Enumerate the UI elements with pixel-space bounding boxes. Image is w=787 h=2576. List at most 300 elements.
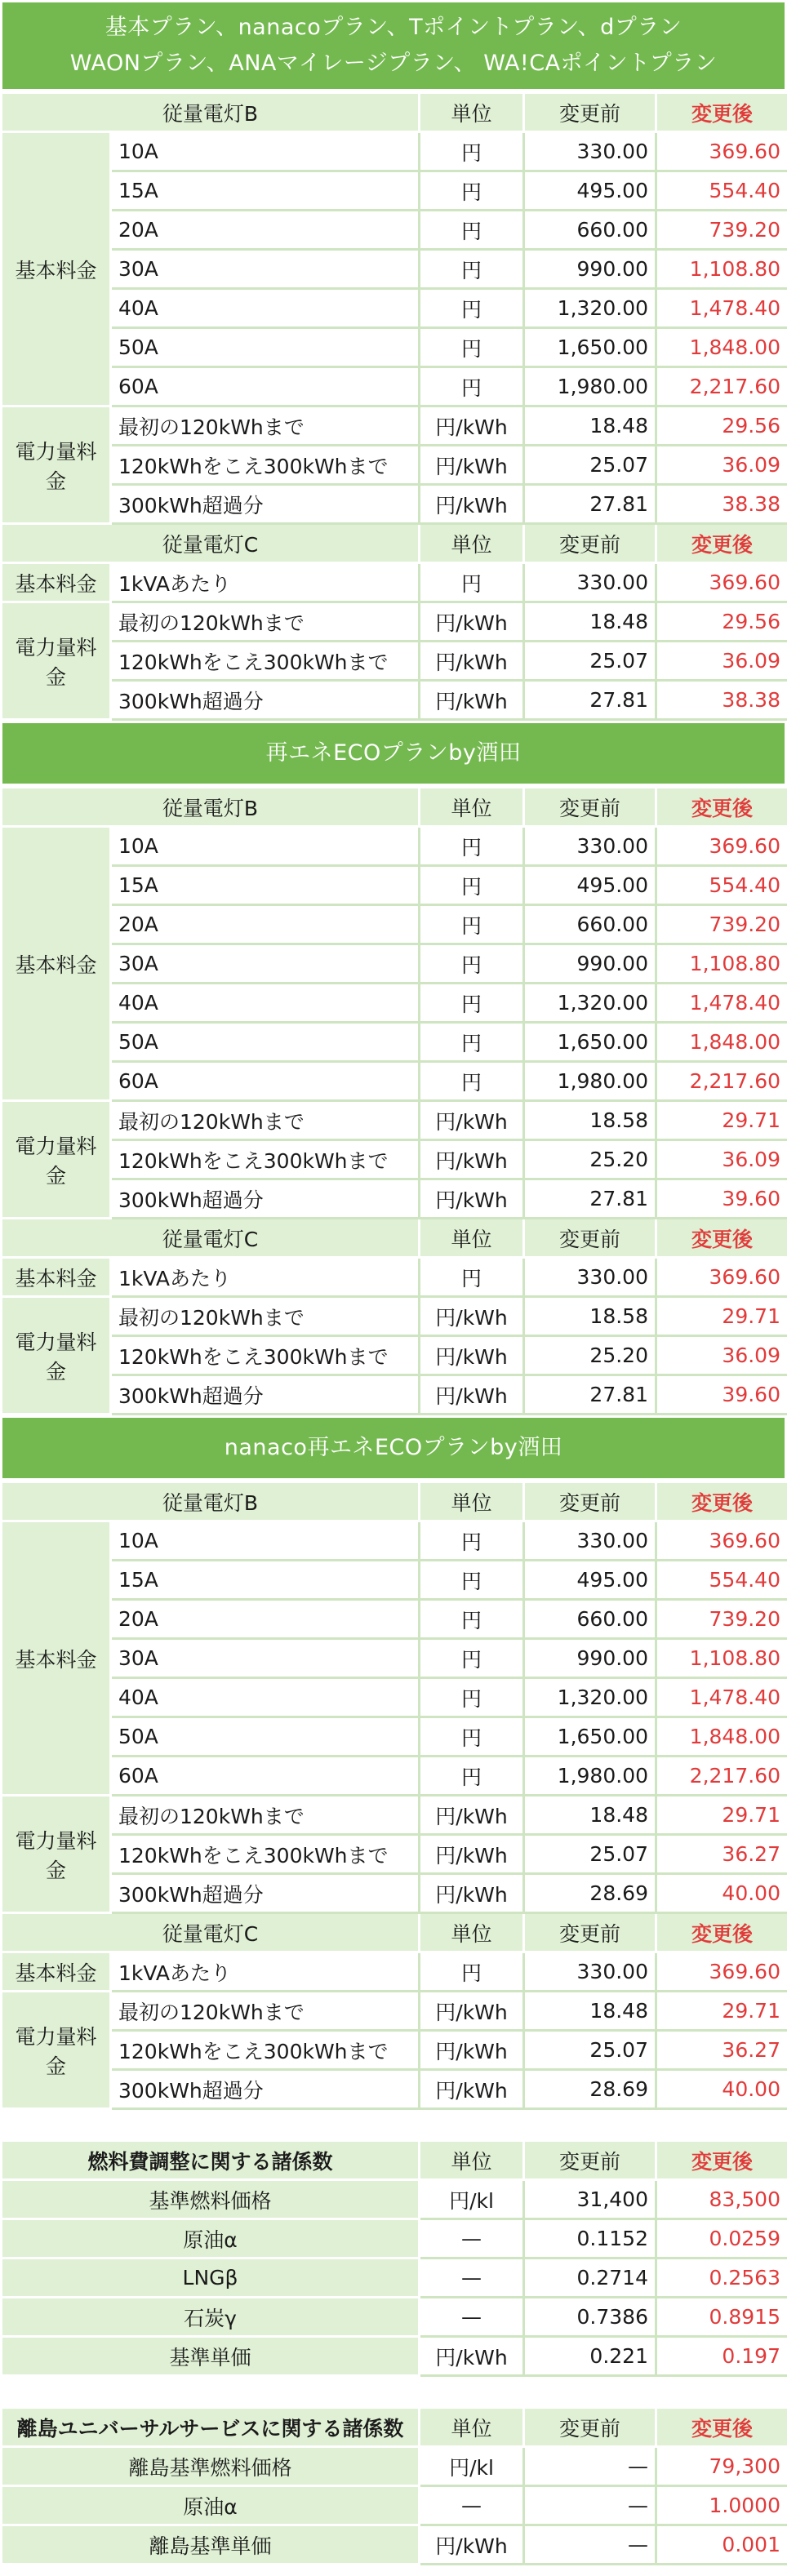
item-cell: 40A	[111, 289, 420, 328]
before-value: 28.69	[524, 1874, 656, 1913]
basic-charge-label: 基本料金	[2, 1258, 111, 1297]
before-value: 990.00	[524, 944, 656, 984]
unit-cell: 円/kWh	[420, 1796, 524, 1835]
table-row	[2, 250, 787, 289]
before-value: 330.00	[524, 132, 656, 171]
after-value: 369.60	[656, 563, 787, 602]
item-cell: 120kWhをこえ300kWhまで	[111, 642, 420, 681]
item-cell: 40A	[111, 1678, 420, 1717]
unit-cell: 円	[420, 171, 524, 211]
before-header: 変更前	[524, 1482, 656, 1521]
table-row	[2, 1023, 787, 1062]
unit-cell: —	[420, 2298, 524, 2337]
before-header: 変更前	[524, 1219, 656, 1258]
basic-charge-label: 基本料金	[2, 563, 111, 602]
table-row	[2, 1874, 787, 1913]
plan-type-header: 従量電灯B	[2, 788, 420, 827]
unit-cell: 円/kl	[420, 2447, 524, 2486]
unit-header: 単位	[420, 1219, 524, 1258]
table-row	[2, 681, 787, 720]
after-value: 1,108.80	[656, 944, 787, 984]
basic-charge-label: 基本料金	[2, 827, 111, 1101]
rate-table	[0, 1481, 787, 2110]
before-value: 660.00	[524, 211, 656, 250]
after-value: 38.38	[656, 681, 787, 720]
before-value: 25.07	[524, 642, 656, 681]
plan-title-line: 基本プラン、nanacoプラン、Tポイントプラン、dプラン	[104, 15, 683, 40]
unit-cell: 円/kl	[420, 2180, 524, 2219]
plan-type-header: 従量電灯C	[2, 1913, 420, 1952]
item-cell: 15A	[111, 171, 420, 211]
table-row	[2, 1835, 787, 1874]
before-value: 1,650.00	[524, 1717, 656, 1757]
unit-cell: 円	[420, 328, 524, 367]
item-cell: 最初の120kWhまで	[111, 1297, 420, 1336]
after-value: 29.71	[656, 1101, 787, 1140]
before-value: 27.81	[524, 681, 656, 720]
table-row	[2, 1717, 787, 1757]
before-value: 18.48	[524, 1796, 656, 1835]
plan-title-line: 再エネECOプランby酒田	[265, 740, 522, 766]
table-row	[2, 1757, 787, 1796]
energy-charge-label: 電力量料金	[2, 1101, 111, 1219]
unit-header: 単位	[420, 2141, 524, 2180]
table-row	[2, 1297, 787, 1336]
unit-cell: 円/kWh	[420, 642, 524, 681]
table-row	[2, 446, 787, 485]
unit-cell: 円	[420, 1258, 524, 1297]
unit-cell: 円	[420, 250, 524, 289]
item-cell: 50A	[111, 328, 420, 367]
after-value: 29.71	[656, 1297, 787, 1336]
before-value: 27.81	[524, 485, 656, 524]
after-value: 739.20	[656, 211, 787, 250]
before-value: 495.00	[524, 866, 656, 905]
after-value: 739.20	[656, 1600, 787, 1639]
table-header-row	[2, 524, 787, 563]
before-header: 変更前	[524, 524, 656, 563]
after-value: 29.56	[656, 602, 787, 642]
table-row	[2, 1992, 787, 2031]
item-cell: 1kVAあたり	[111, 1952, 420, 1992]
unit-cell: 円	[420, 984, 524, 1023]
after-value: 0.0259	[656, 2219, 787, 2258]
table-row	[2, 2031, 787, 2070]
plan-type-header: 従量電灯B	[2, 93, 420, 132]
item-cell: 300kWh超過分	[111, 681, 420, 720]
after-header: 変更後	[656, 1913, 787, 1952]
before-value: 18.48	[524, 406, 656, 446]
table-row	[2, 1561, 787, 1600]
before-value: 1,980.00	[524, 367, 656, 406]
after-value: 39.60	[656, 1179, 787, 1219]
coefficient-title: 離島ユニバーサルサービスに関する諸係数	[2, 2408, 420, 2447]
after-value: 554.40	[656, 866, 787, 905]
before-header: 変更前	[524, 788, 656, 827]
after-value: 36.09	[656, 446, 787, 485]
table-row	[2, 1101, 787, 1140]
unit-cell: 円/kWh	[420, 681, 524, 720]
unit-cell: 円/kWh	[420, 1179, 524, 1219]
plan-type-header: 従量電灯C	[2, 1219, 420, 1258]
unit-cell: 円/kWh	[420, 446, 524, 485]
table-row	[2, 1258, 787, 1297]
section-spacer	[0, 2377, 787, 2406]
before-value: 330.00	[524, 827, 656, 866]
after-value: 2,217.60	[656, 1757, 787, 1796]
before-value: 0.221	[524, 2337, 656, 2376]
section-spacer	[0, 2110, 787, 2139]
table-row	[2, 602, 787, 642]
table-header-row	[2, 788, 787, 827]
plan-section	[0, 1415, 787, 2110]
table-row	[2, 642, 787, 681]
before-value: 18.48	[524, 602, 656, 642]
item-cell: 15A	[111, 1561, 420, 1600]
before-value: 18.58	[524, 1101, 656, 1140]
after-value: 2,217.60	[656, 367, 787, 406]
before-value: 1,320.00	[524, 289, 656, 328]
rate-table	[0, 786, 787, 1415]
table-row	[2, 2258, 787, 2298]
after-value: 79,300	[656, 2447, 787, 2486]
table-row	[2, 944, 787, 984]
before-value: 18.58	[524, 1297, 656, 1336]
item-cell: 300kWh超過分	[111, 1375, 420, 1415]
table-header-row	[2, 2408, 787, 2447]
before-value: 330.00	[524, 1258, 656, 1297]
before-value: 1,650.00	[524, 328, 656, 367]
unit-cell: 円	[420, 905, 524, 944]
after-value: 2,217.60	[656, 1062, 787, 1101]
before-value: 330.00	[524, 563, 656, 602]
after-value: 1,848.00	[656, 1717, 787, 1757]
table-row	[2, 563, 787, 602]
after-value: 39.60	[656, 1375, 787, 1415]
item-cell: 40A	[111, 984, 420, 1023]
item-cell: 最初の120kWhまで	[111, 1101, 420, 1140]
table-row	[2, 1521, 787, 1561]
unit-cell: 円	[420, 211, 524, 250]
item-cell: 30A	[111, 250, 420, 289]
before-value: 27.81	[524, 1179, 656, 1219]
after-value: 1,478.40	[656, 1678, 787, 1717]
before-value: 1,980.00	[524, 1062, 656, 1101]
table-row	[2, 2219, 787, 2258]
after-value: 369.60	[656, 1258, 787, 1297]
coefficient-name: 原油α	[2, 2219, 420, 2258]
before-value: 28.69	[524, 2070, 656, 2109]
before-value: 660.00	[524, 1600, 656, 1639]
after-value: 40.00	[656, 1874, 787, 1913]
unit-cell: 円/kWh	[420, 1874, 524, 1913]
after-value: 739.20	[656, 905, 787, 944]
table-row	[2, 328, 787, 367]
unit-cell: 円	[420, 1521, 524, 1561]
unit-cell: 円/kWh	[420, 2031, 524, 2070]
table-row	[2, 485, 787, 524]
unit-cell: 円	[420, 1639, 524, 1678]
fuel-coefficient-table	[0, 2139, 787, 2377]
before-value: 31,400	[524, 2180, 656, 2219]
after-header: 変更後	[656, 1482, 787, 1521]
energy-charge-label: 電力量料金	[2, 1297, 111, 1415]
unit-cell: 円	[420, 1062, 524, 1101]
unit-cell: 円/kWh	[420, 602, 524, 642]
plan-type-header: 従量電灯B	[2, 1482, 420, 1521]
after-value: 38.38	[656, 485, 787, 524]
before-value: 990.00	[524, 250, 656, 289]
before-header: 変更前	[524, 2141, 656, 2180]
coefficient-name: 基準燃料価格	[2, 2180, 420, 2219]
item-cell: 15A	[111, 866, 420, 905]
unit-cell: 円	[420, 827, 524, 866]
table-row	[2, 1375, 787, 1415]
after-value: 29.71	[656, 1796, 787, 1835]
plan-section	[0, 721, 787, 1415]
coefficient-name: 基準単価	[2, 2337, 420, 2376]
after-value: 40.00	[656, 2070, 787, 2109]
before-value: 25.07	[524, 2031, 656, 2070]
before-value: 495.00	[524, 171, 656, 211]
after-value: 29.71	[656, 1992, 787, 2031]
unit-cell: 円/kWh	[420, 1835, 524, 1874]
unit-cell: 円/kWh	[420, 2525, 524, 2565]
unit-cell: 円/kWh	[420, 2337, 524, 2376]
unit-cell: 円	[420, 944, 524, 984]
unit-cell: 円	[420, 866, 524, 905]
unit-cell: 円/kWh	[420, 2070, 524, 2109]
item-cell: 10A	[111, 1521, 420, 1561]
rate-table	[0, 91, 787, 721]
unit-cell: 円	[420, 1757, 524, 1796]
coefficient-name: 石炭γ	[2, 2298, 420, 2337]
item-cell: 1kVAあたり	[111, 1258, 420, 1297]
after-value: 1,848.00	[656, 328, 787, 367]
table-header-row	[2, 1482, 787, 1521]
unit-cell: 円	[420, 563, 524, 602]
energy-charge-label: 電力量料金	[2, 406, 111, 524]
after-value: 36.09	[656, 1140, 787, 1179]
after-value: 1,848.00	[656, 1023, 787, 1062]
unit-header: 単位	[420, 93, 524, 132]
before-value: —	[524, 2525, 656, 2565]
table-row	[2, 1140, 787, 1179]
table-header-row	[2, 1913, 787, 1952]
island-coefficient-table	[0, 2406, 787, 2565]
table-row	[2, 211, 787, 250]
after-value: 36.27	[656, 2031, 787, 2070]
item-cell: 60A	[111, 1757, 420, 1796]
unit-cell: 円/kWh	[420, 1375, 524, 1415]
after-value: 83,500	[656, 2180, 787, 2219]
before-value: 0.2714	[524, 2258, 656, 2298]
unit-cell: —	[420, 2219, 524, 2258]
energy-charge-label: 電力量料金	[2, 1992, 111, 2109]
after-value: 554.40	[656, 1561, 787, 1600]
unit-cell: 円/kWh	[420, 1101, 524, 1140]
basic-charge-label: 基本料金	[2, 1952, 111, 1992]
item-cell: 10A	[111, 827, 420, 866]
table-header-row	[2, 1219, 787, 1258]
table-row	[2, 1336, 787, 1375]
unit-cell: 円	[420, 1678, 524, 1717]
coefficient-name: 離島基準単価	[2, 2525, 420, 2565]
table-row	[2, 827, 787, 866]
after-value: 1.0000	[656, 2486, 787, 2525]
item-cell: 120kWhをこえ300kWhまで	[111, 446, 420, 485]
item-cell: 120kWhをこえ300kWhまで	[111, 1140, 420, 1179]
table-row	[2, 171, 787, 211]
before-value: 0.1152	[524, 2219, 656, 2258]
plan-section	[0, 0, 787, 721]
coefficient-name: 原油α	[2, 2486, 420, 2525]
after-value: 1,478.40	[656, 984, 787, 1023]
item-cell: 300kWh超過分	[111, 1874, 420, 1913]
before-value: —	[524, 2447, 656, 2486]
after-value: 1,478.40	[656, 289, 787, 328]
unit-cell: 円	[420, 1561, 524, 1600]
unit-cell: 円/kWh	[420, 485, 524, 524]
item-cell: 120kWhをこえ300kWhまで	[111, 2031, 420, 2070]
unit-cell: —	[420, 2486, 524, 2525]
before-header: 変更前	[524, 93, 656, 132]
item-cell: 300kWh超過分	[111, 1179, 420, 1219]
item-cell: 最初の120kWhまで	[111, 1796, 420, 1835]
item-cell: 300kWh超過分	[111, 485, 420, 524]
unit-cell: 円	[420, 132, 524, 171]
table-row	[2, 2298, 787, 2337]
energy-charge-label: 電力量料金	[2, 1796, 111, 1913]
coefficient-name: 離島基準燃料価格	[2, 2447, 420, 2486]
after-value: 0.001	[656, 2525, 787, 2565]
item-cell: 20A	[111, 1600, 420, 1639]
table-row	[2, 2525, 787, 2565]
table-row	[2, 289, 787, 328]
before-value: 25.20	[524, 1140, 656, 1179]
after-header: 変更後	[656, 93, 787, 132]
unit-cell: 円	[420, 1717, 524, 1757]
unit-header: 単位	[420, 1482, 524, 1521]
after-value: 369.60	[656, 1521, 787, 1561]
table-row	[2, 1600, 787, 1639]
after-value: 1,108.80	[656, 250, 787, 289]
after-value: 29.56	[656, 406, 787, 446]
before-value: 1,650.00	[524, 1023, 656, 1062]
plan-type-header: 従量電灯C	[2, 524, 420, 563]
table-row	[2, 406, 787, 446]
unit-cell: 円/kWh	[420, 1140, 524, 1179]
table-row	[2, 2180, 787, 2219]
item-cell: 最初の120kWhまで	[111, 602, 420, 642]
after-header: 変更後	[656, 2141, 787, 2180]
table-row	[2, 1639, 787, 1678]
before-value: 0.7386	[524, 2298, 656, 2337]
table-row	[2, 1678, 787, 1717]
before-header: 変更前	[524, 2408, 656, 2447]
table-row	[2, 132, 787, 171]
table-row	[2, 1952, 787, 1992]
table-row	[2, 2447, 787, 2486]
unit-header: 単位	[420, 1913, 524, 1952]
before-value: 25.07	[524, 1835, 656, 1874]
table-row	[2, 1796, 787, 1835]
after-value: 1,108.80	[656, 1639, 787, 1678]
before-value: 27.81	[524, 1375, 656, 1415]
after-value: 36.27	[656, 1835, 787, 1874]
item-cell: 30A	[111, 944, 420, 984]
before-value: 990.00	[524, 1639, 656, 1678]
unit-cell: 円/kWh	[420, 406, 524, 446]
before-value: 1,980.00	[524, 1757, 656, 1796]
table-row	[2, 367, 787, 406]
after-value: 36.09	[656, 642, 787, 681]
item-cell: 最初の120kWhまで	[111, 406, 420, 446]
coefficient-name: LNGβ	[2, 2258, 420, 2298]
item-cell: 10A	[111, 132, 420, 171]
item-cell: 120kWhをこえ300kWhまで	[111, 1835, 420, 1874]
table-row	[2, 2337, 787, 2376]
table-row	[2, 2070, 787, 2109]
before-value: 495.00	[524, 1561, 656, 1600]
before-value: 25.07	[524, 446, 656, 485]
unit-cell: 円	[420, 1600, 524, 1639]
item-cell: 20A	[111, 211, 420, 250]
before-header: 変更前	[524, 1913, 656, 1952]
plan-title-bar	[0, 721, 787, 786]
unit-header: 単位	[420, 788, 524, 827]
table-row	[2, 2486, 787, 2525]
before-value: 1,320.00	[524, 1678, 656, 1717]
unit-cell: 円	[420, 1952, 524, 1992]
plan-title-bar	[0, 0, 787, 91]
after-value: 369.60	[656, 1952, 787, 1992]
unit-cell: —	[420, 2258, 524, 2298]
after-value: 369.60	[656, 827, 787, 866]
after-header: 変更後	[656, 788, 787, 827]
plan-title-line: WAONプラン、ANAマイレージプラン、 WA!CAポイントプラン	[69, 51, 718, 76]
unit-cell: 円/kWh	[420, 1336, 524, 1375]
item-cell: 60A	[111, 367, 420, 406]
energy-charge-label: 電力量料金	[2, 602, 111, 720]
before-value: 25.20	[524, 1336, 656, 1375]
after-value: 554.40	[656, 171, 787, 211]
item-cell: 30A	[111, 1639, 420, 1678]
after-value: 36.09	[656, 1336, 787, 1375]
before-value: —	[524, 2486, 656, 2525]
after-value: 0.8915	[656, 2298, 787, 2337]
item-cell: 最初の120kWhまで	[111, 1992, 420, 2031]
table-row	[2, 905, 787, 944]
unit-cell: 円/kWh	[420, 1297, 524, 1336]
table-header-row	[2, 2141, 787, 2180]
before-value: 330.00	[524, 1521, 656, 1561]
after-header: 変更後	[656, 2408, 787, 2447]
after-value: 369.60	[656, 132, 787, 171]
before-value: 660.00	[524, 905, 656, 944]
plan-title-line: nanaco再エネECOプランby酒田	[224, 1435, 563, 1460]
unit-cell: 円	[420, 289, 524, 328]
item-cell: 120kWhをこえ300kWhまで	[111, 1336, 420, 1375]
item-cell: 50A	[111, 1717, 420, 1757]
basic-charge-label: 基本料金	[2, 132, 111, 406]
table-header-row	[2, 93, 787, 132]
item-cell: 60A	[111, 1062, 420, 1101]
table-row	[2, 866, 787, 905]
item-cell: 1kVAあたり	[111, 563, 420, 602]
item-cell: 20A	[111, 905, 420, 944]
before-value: 1,320.00	[524, 984, 656, 1023]
